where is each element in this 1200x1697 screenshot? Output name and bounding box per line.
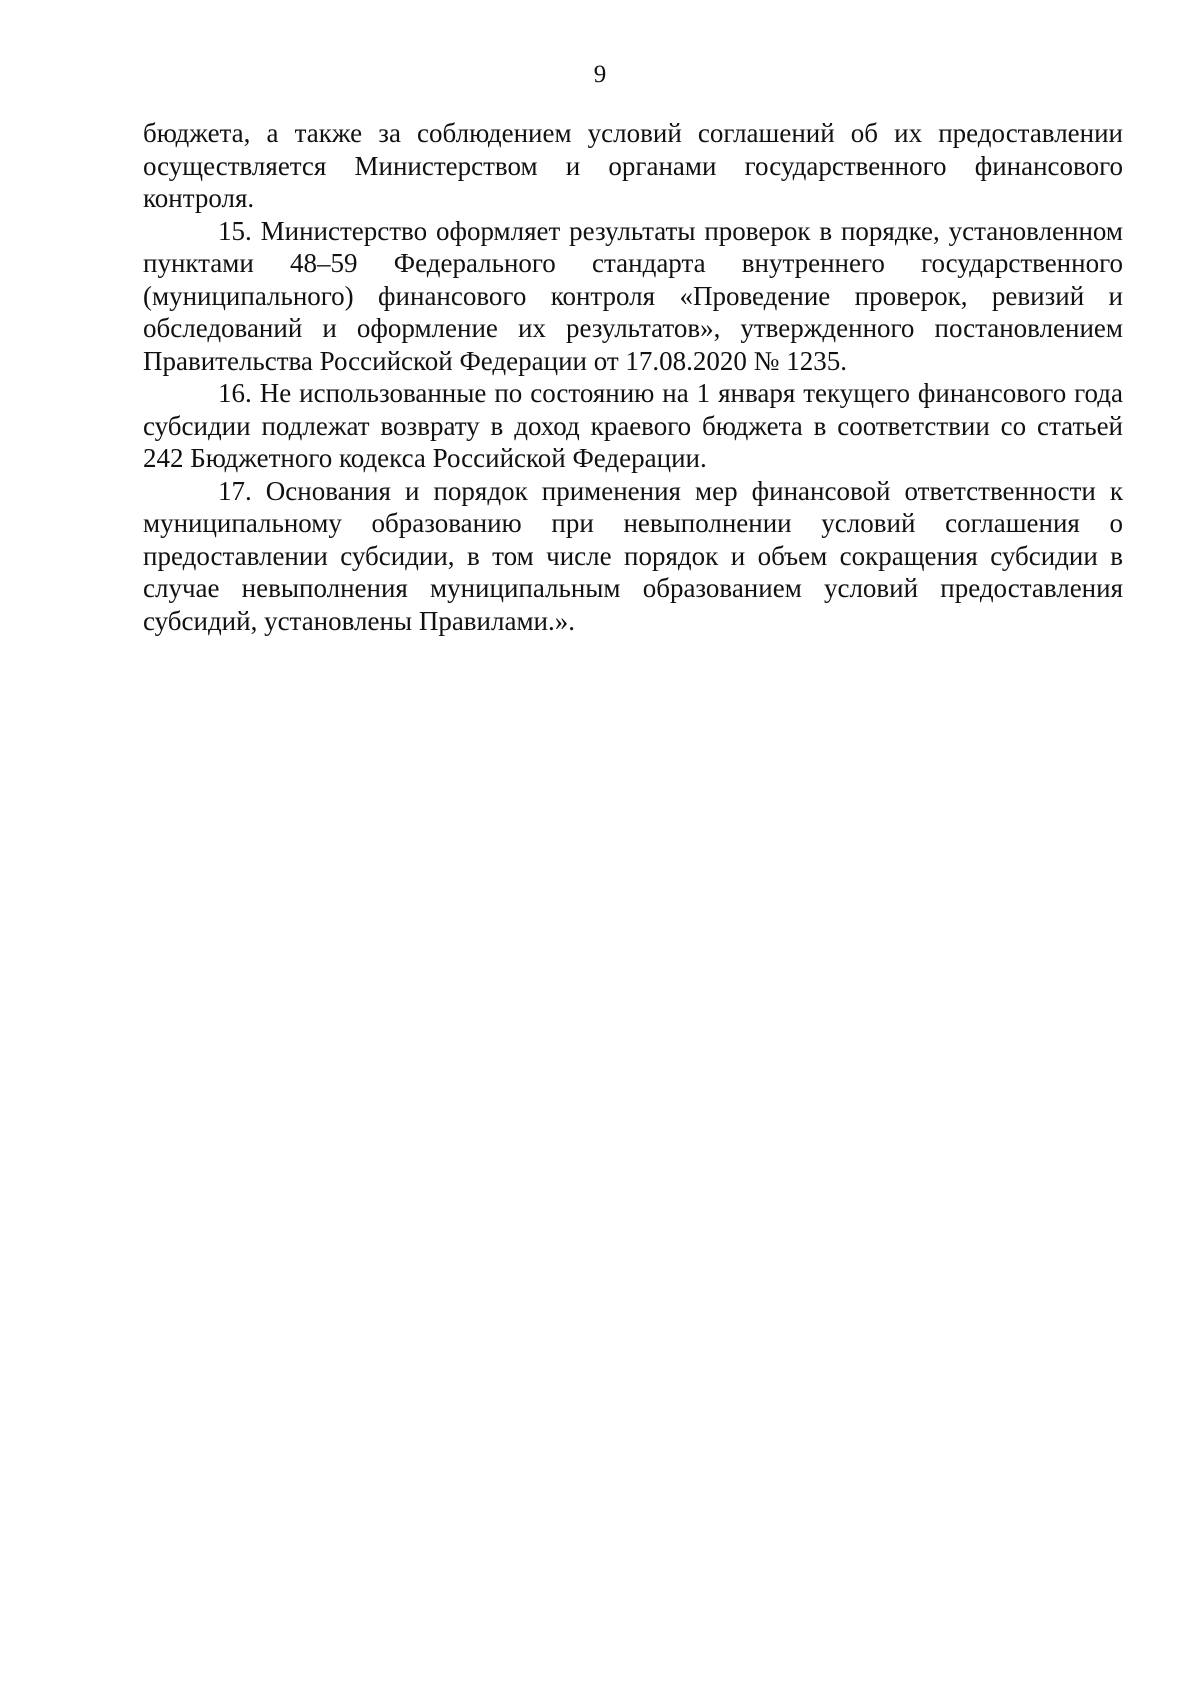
document-body xyxy=(143,117,1123,637)
page-number: 9 xyxy=(593,61,607,88)
paragraph-continuation: бюджета, а также за соблюдением условий соглашений об их предоставлении осуществляется Министерством и органами государственного финансового контроля. xyxy=(143,118,1123,213)
paragraph-15: 15. Министерство оформляет результаты проверок в порядке, установленном пунктами 48–59 Федерального стандарта внутреннего государственного (муниципального) финансового контроля «Проведение проверок, ревизий и обследований и оформление их результатов», утвержденного постановлением Правительства Российской Федерации от 17.08.2020 № 1235. xyxy=(143,215,1123,376)
paragraph-17: 17. Основания и порядок применения мер финансовой ответственности к муниципальному образованию при невыполнении условий соглашения о предоставлении субсидии, в том числе порядок и объем сокращения субсидии в случае невыполнения муниципальным образованием условий предоставления субсидий, установлены Правилами.». xyxy=(143,475,1123,636)
paragraph-16: 16. Не использованные по состоянию на 1 января текущего финансового года субсидии подлежат возврату в доход краевого бюджета в соответствии со статьей 242 Бюджетного кодекса Российской Федерации. xyxy=(143,378,1123,473)
